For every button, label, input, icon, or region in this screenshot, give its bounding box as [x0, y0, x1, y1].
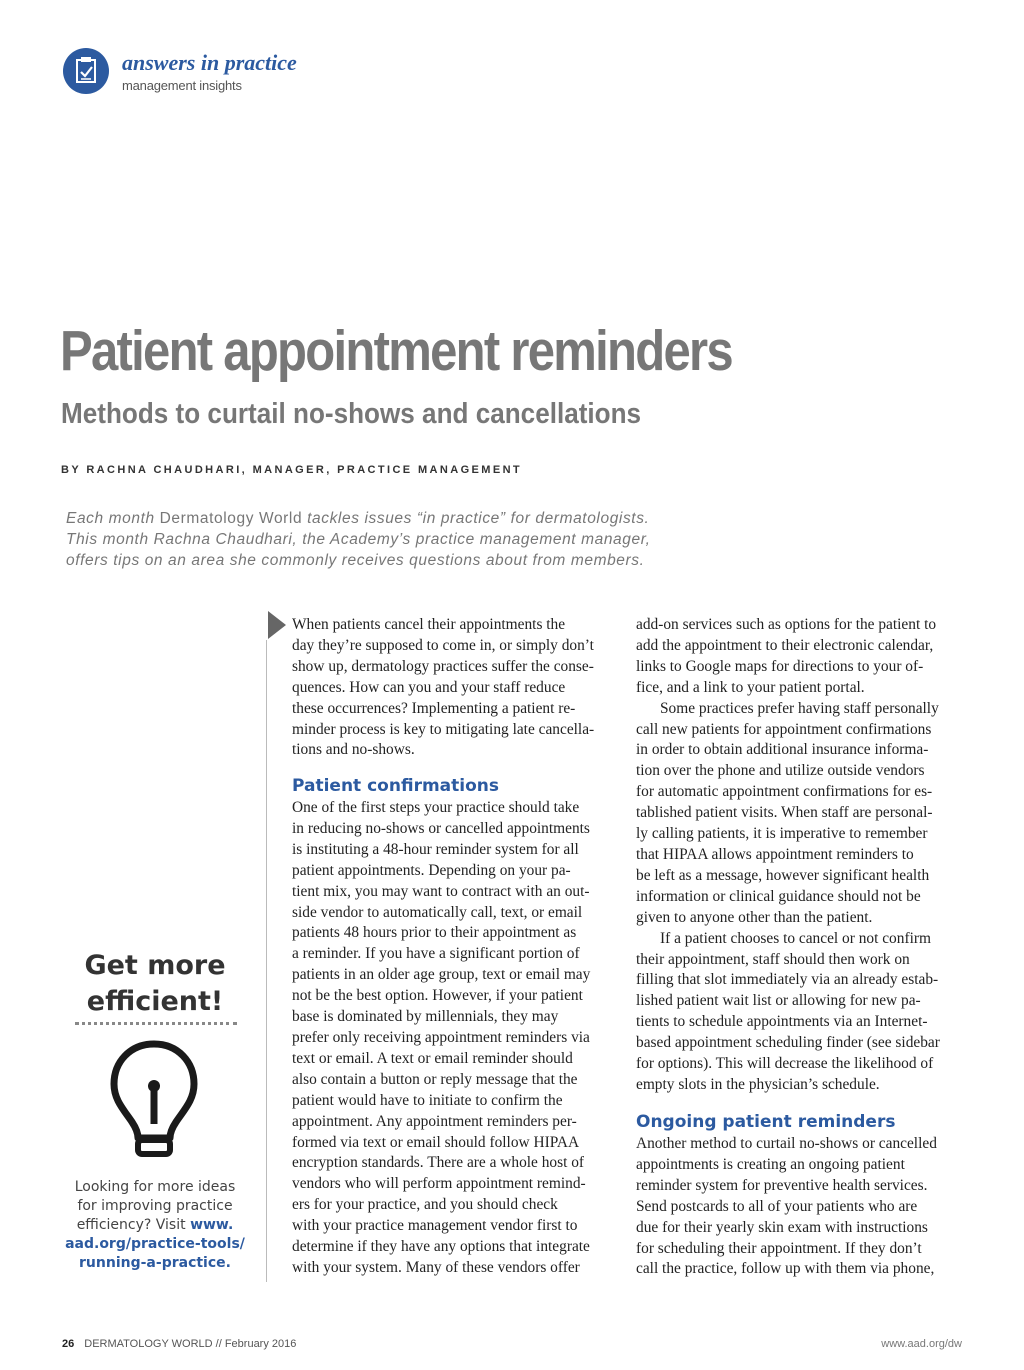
byline: BY RACHNA CHAUDHARI, MANAGER, PRACTICE MANAGEMENT: [61, 464, 523, 476]
text-line: appointments is creating an ongoing patient: [636, 1155, 905, 1173]
article-subtitle: Methods to curtail no-shows and cancellations: [61, 398, 642, 430]
arrow-marker-icon: [268, 611, 286, 639]
text-line: encryption standards. There are a whole host of: [292, 1154, 585, 1172]
body-column-1-cont: [292, 798, 622, 1279]
text-line: determine if they have any options that integrate: [292, 1238, 590, 1256]
body-column-2-cont: [636, 1134, 966, 1280]
text-line: these occurrences? Implementing a patient re-: [292, 699, 576, 717]
text-line: vendors who will perform appointment remind-: [292, 1175, 586, 1193]
text-line: lished patient wait list or allowing for new pa-: [636, 992, 921, 1010]
text-line: empty slots in the physician’s schedule.: [636, 1075, 880, 1093]
text-line: When patients cancel their appointments the: [292, 616, 566, 633]
text-line: their appointment, staff should then work on: [636, 950, 910, 968]
text-line: Some practices prefer having staff personally: [660, 699, 939, 717]
publication-info: DERMATOLOGY WORLD // February 2016: [84, 1338, 297, 1350]
article-title: Patient appointment reminders: [60, 319, 732, 383]
text-line: quences. How can you and your staff reduce: [292, 678, 566, 696]
publication-name: Dermatology World: [159, 510, 303, 527]
text-line: patient would have to initiate to confirm the: [292, 1091, 563, 1109]
text-line: tions and no-shows.: [292, 741, 415, 759]
text-line: fice, and a link to your patient portal.: [636, 678, 865, 696]
text-line: a reminder. If you have a significant portion of: [292, 945, 580, 963]
text-line: for automatic appointment confirmations for es-: [636, 783, 933, 801]
checklist-icon: [63, 48, 109, 94]
text-line: tient mix, you may want to contract with an out-: [292, 882, 590, 900]
text-line: prefer only receiving appointment reminders via: [292, 1028, 590, 1046]
text-line: call new patients for appointment confirmations: [636, 720, 932, 738]
body-column-2: [636, 615, 966, 1096]
text-line: is instituting a 48-hour reminder system for all: [292, 840, 579, 858]
text-line: ly calling patients, it is imperative to remember: [636, 825, 928, 843]
text-line: Another method to curtail no-shows or cancelled: [636, 1135, 937, 1152]
text-line: in reducing no-shows or cancelled appointments: [292, 819, 590, 837]
text-line: ers for your practice, and you should check: [292, 1196, 558, 1214]
text-line: given to anyone other than the patient.: [636, 908, 873, 926]
text-line: links to Google maps for directions to your of-: [636, 657, 924, 675]
text-line: minder process is key to mitigating late cancella-: [292, 720, 595, 738]
text-line: side vendor to automatically call, text, or email: [292, 903, 583, 921]
text-line: that HIPAA allows appointment reminders to: [636, 845, 914, 863]
text-line: filling that slot immediately via an already estab-: [636, 971, 939, 989]
text-line: add the appointment to their electronic calendar,: [636, 636, 934, 654]
sidebar-divider: [266, 640, 267, 1282]
text-line: in order to obtain additional insurance informa-: [636, 741, 929, 759]
text-line: with your practice management vendor first to: [292, 1217, 578, 1235]
text-line: based appointment scheduling finder (see sidebar: [636, 1034, 940, 1052]
text-line: Send postcards to all of your patients who are: [636, 1197, 918, 1215]
body-column-1: [292, 615, 622, 761]
heading-ongoing-reminders: Ongoing patient reminders: [636, 1112, 896, 1132]
text-line: show up, dermatology practices suffer the conse-: [292, 657, 594, 675]
text-line: be left as a message, however significant health: [636, 866, 930, 884]
lightbulb-icon: [108, 1038, 200, 1160]
practice-tools-link-end[interactable]: running-a-practice.: [79, 1255, 231, 1271]
heading-patient-confirmations: Patient confirmations: [292, 776, 499, 796]
text-line: reminder system for preventive health services.: [636, 1176, 928, 1194]
text-line: also contain a button or reply message that the: [292, 1070, 578, 1088]
text-line: tablished patient visits. When staff are personal-: [636, 804, 933, 822]
text-line: formed via text or email should follow HIPAA: [292, 1133, 580, 1151]
text-line: patients 48 hours prior to their appointment as: [292, 924, 577, 942]
sidebar-text: Looking for more ideas for improving practice efficiency? Visit www. aad.org/practice-tools/ running-a-practice.: [60, 1178, 250, 1273]
dotted-divider: [75, 1022, 237, 1025]
text-line: patients in an older age group, text or email may: [292, 966, 591, 984]
text-line: base is dominated by millennials, they may: [292, 1008, 559, 1026]
text-line: due for their yearly skin exam with instructions: [636, 1218, 928, 1236]
text-line: appointment. Any appointment reminders per-: [292, 1112, 577, 1130]
text-line: One of the first steps your practice should take: [292, 799, 580, 816]
section-title: answers in practice: [122, 50, 297, 75]
text-line: tients to schedule appointments via an Internet-: [636, 1013, 928, 1031]
text-line: tion over the phone and utilize outside vendors: [636, 762, 925, 780]
intro-paragraph: Each month Dermatology World tackles issues “in practice” for dermatologists. This month Rachna Chaudhari, the Academy’s practice management manager, offers tips on an area she commonly receives questions about from members.: [66, 510, 651, 569]
sidebar-heading: Get more efficient!: [84, 950, 226, 1017]
text-line: information or clinical guidance should not be: [636, 887, 921, 905]
footer-left: [62, 1338, 296, 1350]
text-line: with your system. Many of these vendors offer: [292, 1258, 580, 1276]
text-line: text or email. A text or email reminder should: [292, 1049, 573, 1067]
page-number: 26: [62, 1338, 75, 1350]
text-line: patient appointments. Depending on your pa-: [292, 861, 571, 879]
text-line: for options). This will decrease the likelihood of: [636, 1055, 934, 1073]
text-line: for scheduling their appointment. If they don’t: [636, 1239, 922, 1257]
text-line: call the practice, follow up with them via phone,: [636, 1260, 935, 1278]
practice-tools-link-cont[interactable]: aad.org/practice-tools/: [65, 1236, 245, 1252]
text-line: If a patient chooses to cancel or not confirm: [660, 929, 931, 947]
text-line: add-on services such as options for the patient to: [636, 616, 937, 633]
text-line: day they’re supposed to come in, or simply don’t: [292, 636, 594, 654]
text-line: not be the best option. However, if your patient: [292, 987, 583, 1005]
section-subtitle: management insights: [122, 78, 242, 93]
practice-tools-link[interactable]: www.: [190, 1217, 234, 1233]
footer-url: www.aad.org/dw: [881, 1338, 962, 1350]
